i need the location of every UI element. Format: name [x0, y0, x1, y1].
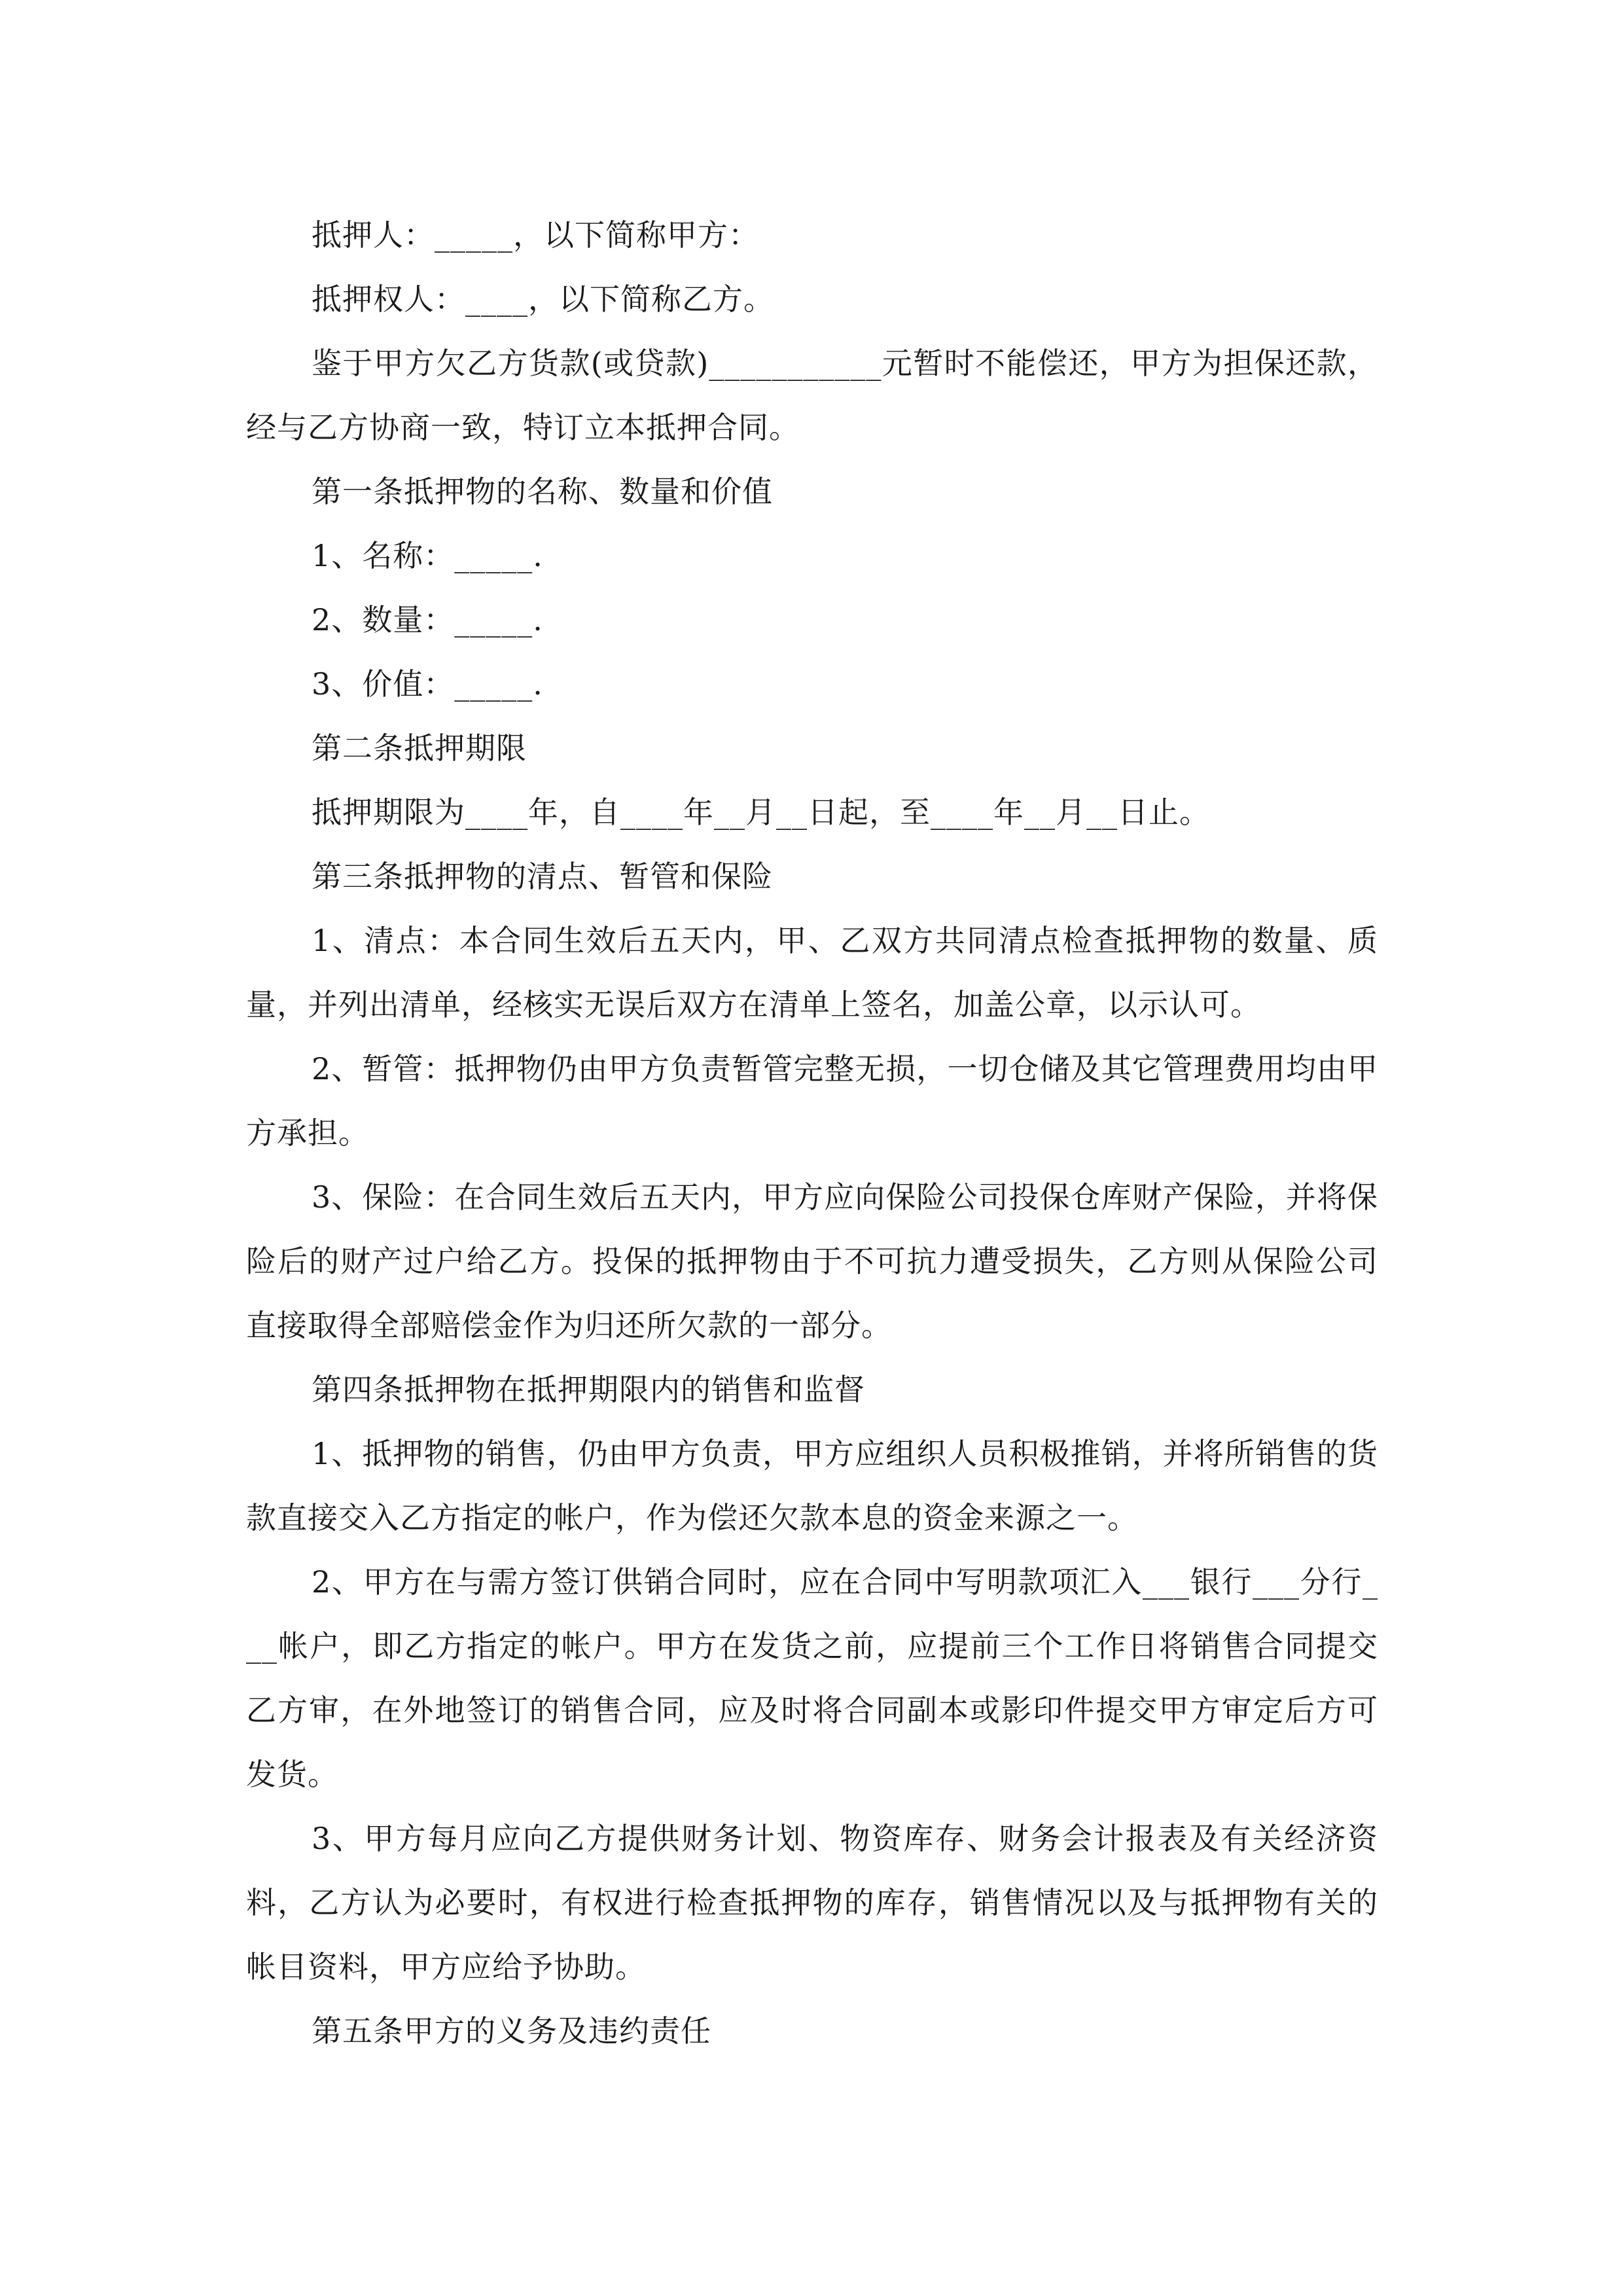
article-4-item-reports: 3、甲方每月应向乙方提供财务计划、物资库存、财务会计报表及有关经济资料，乙方认为必要时，有权进行检查抵押物的库存，销售情况以及与抵押物有关的帐目资料，甲方应给予协助。	[246, 1821, 1378, 1984]
article-1-item-value: 3、价值：_____.	[312, 666, 543, 702]
article-5-heading: 第五条甲方的义务及违约责任	[312, 2013, 711, 2049]
article-3-item-insurance: 3、保险：在合同生效后五天内，甲方应向保险公司投保仓库财产保险，并将保险后的财产过户给乙方。投保的抵押物由于不可抗力遭受损失，乙方则从保险公司直接取得全部赔偿金作为归还所欠款的一部分。	[246, 1179, 1378, 1343]
article-4-item-contracts: 2、甲方在与需方签订供销合同时，应在合同中写明款项汇入___银行___分行___帐户，即乙方指定的帐户。甲方在发货之前，应提前三个工作日将销售合同提交乙方审，在外地签订的销售合同，应及时将合同副本或影印件提交甲方审定后方可发货。	[246, 1564, 1378, 1792]
article-1-item-quantity: 2、数量：_____.	[312, 602, 543, 637]
paragraph-pledgor: 抵押人：_____，以下简称甲方：	[312, 217, 759, 253]
document-body	[246, 203, 1378, 2063]
paragraph-preamble: 鉴于甲方欠乙方货款(或贷款)___________元暂时不能偿还，甲方为担保还款，经与乙方协商一致，特订立本抵押合同。	[246, 346, 1378, 445]
article-4-heading: 第四条抵押物在抵押期限内的销售和监督	[312, 1372, 865, 1407]
paragraph-pledgee: 抵押权人：____，以下简称乙方。	[312, 281, 774, 317]
article-3-heading: 第三条抵押物的清点、暂管和保险	[312, 859, 773, 894]
article-2-heading: 第二条抵押期限	[312, 730, 527, 766]
article-2-term: 抵押期限为____年，自____年__月__日起，至____年__月__日止。	[312, 795, 1210, 830]
article-3-item-inventory: 1、清点：本合同生效后五天内，甲、乙双方共同清点检查抵押物的数量、质量，并列出清单，经核实无误后双方在清单上签名，加盖公章，以示认可。	[246, 923, 1378, 1022]
article-4-item-sales: 1、抵押物的销售，仍由甲方负责，甲方应组织人员积极推销，并将所销售的货款直接交入乙方指定的帐户，作为偿还欠款本息的资金来源之一。	[246, 1436, 1378, 1535]
article-3-item-custody: 2、暂管：抵押物仍由甲方负责暂管完整无损，一切仓储及其它管理费用均由甲方承担。	[246, 1051, 1378, 1151]
article-1-item-name: 1、名称：_____.	[312, 538, 543, 573]
article-1-heading: 第一条抵押物的名称、数量和价值	[312, 474, 773, 509]
